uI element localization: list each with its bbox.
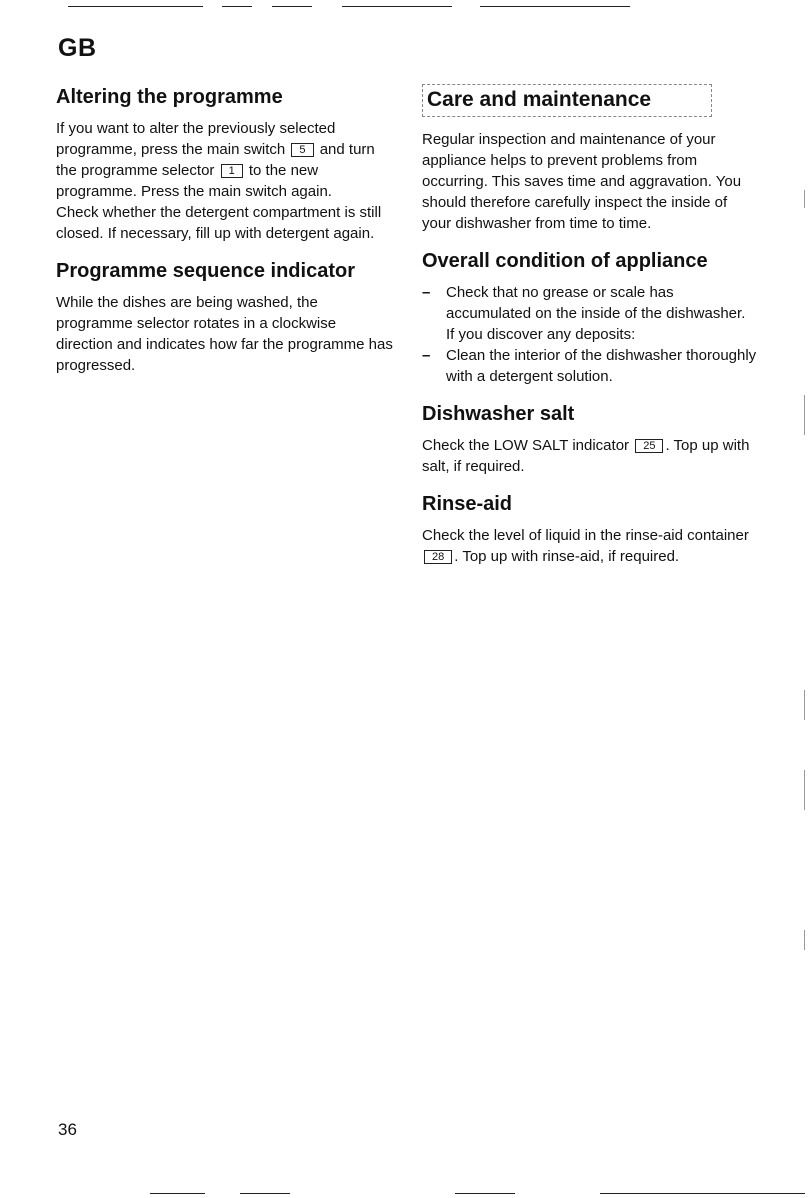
overall-item-1-text: Check that no grease or scale has accumulated on the inside of the dishwasher. — [446, 284, 746, 322]
sequence-section — [56, 258, 396, 376]
page-number: 36 — [58, 1120, 77, 1139]
altering-text-between: and turn the programme selector — [56, 141, 375, 179]
rinse-text-before-ref: Check the level of liquid in the rinse-aid container — [422, 527, 749, 544]
rinse-section — [422, 491, 757, 567]
rinse-aid-container-ref: 28 — [424, 550, 452, 564]
overall-heading: Overall condition of appliance — [422, 250, 708, 272]
altering-section — [56, 84, 396, 244]
care-heading: Care and maintenance — [422, 84, 712, 117]
scan-mark — [804, 930, 805, 950]
top-rule — [222, 6, 252, 7]
altering-text-before-switch: If you want to alter the previously selected programme, press the main switch — [56, 120, 336, 158]
care-section — [422, 84, 757, 234]
altering-text-after-selector: to the new programme. Press the main switch again. — [56, 162, 332, 200]
salt-paragraph — [422, 435, 757, 477]
programme-selector-ref: 1 — [221, 164, 243, 178]
overall-list — [422, 282, 757, 387]
salt-section — [422, 401, 757, 477]
top-rule — [480, 6, 630, 7]
rinse-text-after-ref: . Top up with rinse-aid, if required. — [454, 548, 680, 565]
top-rule — [272, 6, 312, 7]
sequence-paragraph: While the dishes are being washed, the programme selector rotates in a clockwise direction and indicates how far the programme has progressed. — [56, 294, 393, 374]
top-rule — [68, 6, 203, 7]
bottom-rule — [240, 1193, 290, 1194]
scan-mark — [804, 770, 805, 810]
altering-heading: Altering the programme — [56, 86, 283, 108]
salt-text-after-ref: . Top up with salt, if required. — [422, 437, 750, 475]
bottom-rule — [150, 1193, 205, 1194]
sequence-heading: Programme sequence indicator — [56, 260, 355, 282]
scan-mark — [804, 690, 805, 720]
right-column — [422, 84, 757, 581]
overall-section — [422, 248, 757, 387]
rinse-paragraph — [422, 525, 757, 567]
scan-mark — [804, 395, 805, 435]
low-salt-indicator-ref: 25 — [635, 439, 663, 453]
top-rule — [342, 6, 452, 7]
main-switch-ref: 5 — [291, 143, 313, 157]
scan-mark — [804, 190, 805, 208]
care-paragraph: Regular inspection and maintenance of your appliance helps to prevent problems from occurring. This saves time and aggravation. You should therefore carefully inspect the inside of your dishwasher from time to time. — [422, 131, 742, 232]
bottom-rule — [455, 1193, 515, 1194]
altering-paragraph-1 — [56, 118, 396, 202]
bottom-rule — [600, 1193, 805, 1194]
overall-list-item — [422, 282, 757, 345]
salt-heading: Dishwasher salt — [422, 403, 575, 425]
language-code: GB — [58, 34, 97, 62]
rinse-heading: Rinse-aid — [422, 493, 513, 515]
overall-item-1-note: If you discover any deposits: — [446, 326, 636, 343]
salt-text-before-ref: Check the LOW SALT indicator — [422, 437, 630, 454]
altering-paragraph-2: Check whether the detergent compartment is still closed. If necessary, fill up with detergent again. — [56, 204, 382, 242]
left-column — [56, 84, 396, 390]
overall-list-item: – Clean the interior of the dishwasher thoroughly with a detergent solution. — [422, 345, 757, 387]
